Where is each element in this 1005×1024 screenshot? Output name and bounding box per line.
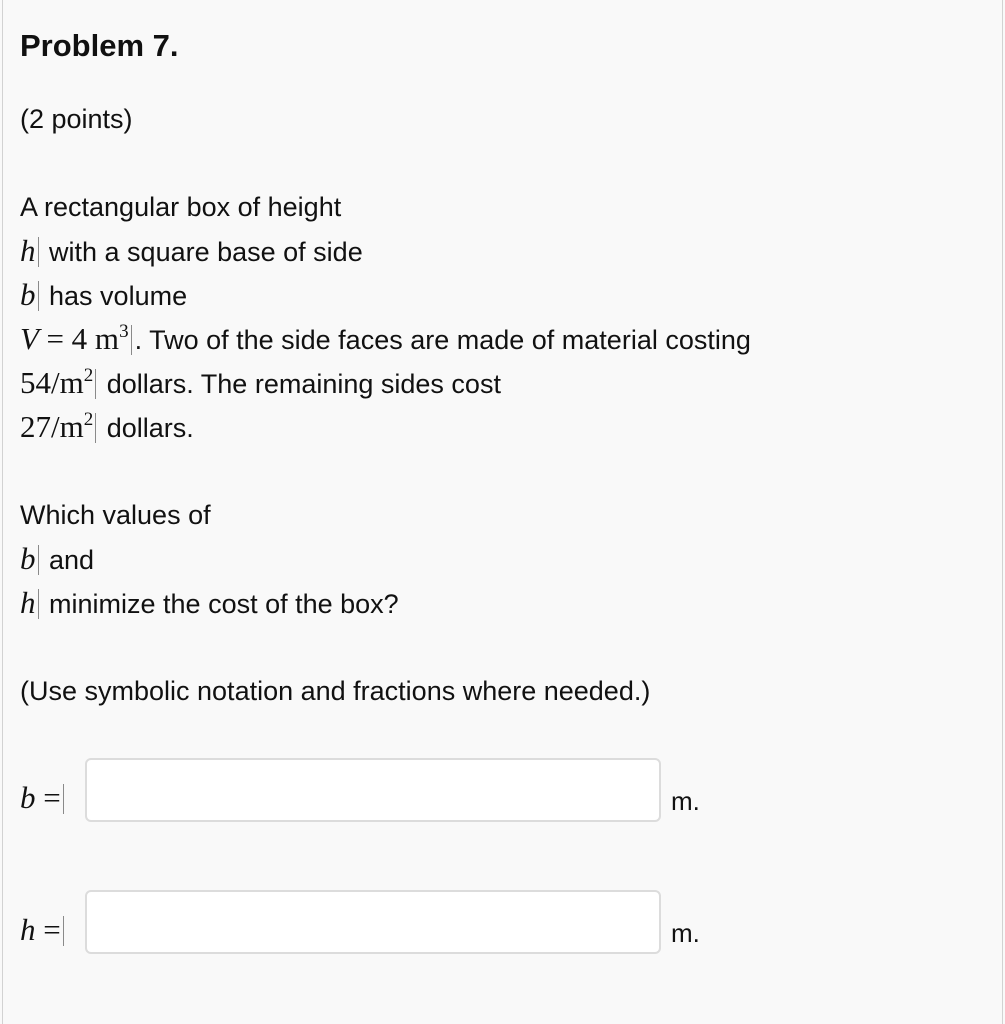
math-cursor	[38, 545, 39, 575]
math-cost-2-exponent: 2	[83, 409, 94, 430]
points-label: (2 points)	[20, 104, 133, 134]
statement-line-5	[20, 365, 501, 402]
math-cursor	[95, 369, 96, 399]
math-h: h	[20, 585, 36, 620]
math-V: V	[20, 321, 39, 356]
math-b: b	[20, 277, 36, 312]
statement-line-6	[20, 409, 194, 446]
answer-b-var: b	[20, 780, 36, 815]
answer-h-input[interactable]	[85, 890, 661, 954]
question-text: and	[49, 545, 95, 575]
math-b: b	[20, 541, 36, 576]
statement-text: dollars. The remaining sides cost	[106, 369, 501, 399]
statement-text: with a square base of side	[49, 237, 363, 267]
math-cursor	[63, 784, 64, 814]
math-h: h	[20, 233, 36, 268]
answer-h-unit: m.	[671, 918, 700, 948]
statement-text: has volume	[49, 281, 188, 311]
statement-line-4	[20, 321, 751, 358]
answer-h-label	[20, 910, 67, 950]
statement-text: A rectangular box of height	[20, 192, 342, 222]
problem-title: Problem 7.	[20, 28, 179, 63]
math-cursor	[38, 589, 39, 619]
equals-sign: =	[43, 780, 61, 815]
question-text: minimize the cost of the box?	[49, 589, 399, 619]
math-cursor	[131, 325, 132, 355]
statement-line-1	[20, 189, 341, 225]
instructions: (Use symbolic notation and fractions where needed.)	[20, 676, 651, 706]
problem-panel	[2, 0, 1003, 1024]
statement-line-3	[20, 277, 187, 314]
math-cost-2: $27/m^2$	[20, 409, 94, 444]
question-line-3	[20, 585, 399, 622]
math-cost-1: $54/m^2$	[20, 365, 94, 400]
equals-sign: =	[43, 912, 61, 947]
question-text: Which values of	[20, 500, 211, 530]
question-line-2	[20, 541, 94, 578]
statement-line-2	[20, 233, 363, 270]
answer-h-var: h	[20, 912, 36, 947]
math-cursor	[63, 916, 64, 946]
statement-text: dollars.	[106, 413, 194, 443]
question-line-1	[20, 497, 211, 533]
answer-b-unit: m.	[671, 786, 700, 816]
math-cursor	[38, 281, 39, 311]
math-volume-rhs: = 4 $m^3$	[46, 321, 129, 356]
statement-text: . Two of the side faces are made of material costing	[134, 325, 751, 355]
answer-b-label	[20, 778, 67, 818]
math-cursor	[38, 237, 39, 267]
math-volume-exponent: 3	[119, 321, 129, 342]
math-cursor	[95, 413, 96, 443]
math-cost-1-exponent: 2	[83, 365, 94, 386]
answer-b-input[interactable]	[85, 758, 661, 822]
